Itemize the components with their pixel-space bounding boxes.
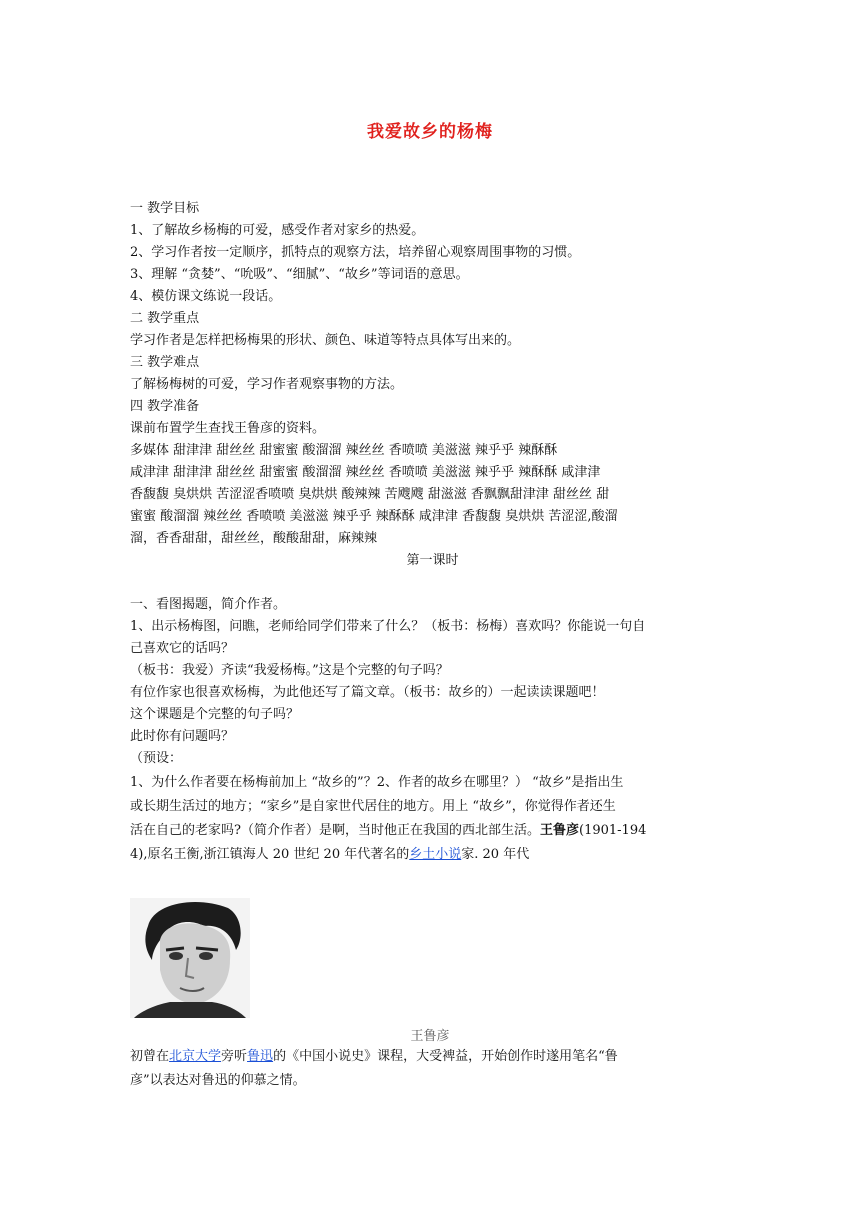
goal-item-2: 2、学习作者按一定顺序，抓特点的观察方法，培养留心观察周围事物的习惯。 (130, 245, 581, 260)
body-line-12 (130, 847, 735, 863)
after-line-1 (130, 1049, 735, 1065)
body-line-3: 己喜欢它的话吗？ (130, 641, 235, 656)
vocab-line-5: 溜，香香甜甜，甜丝丝，酸酸甜甜，麻辣辣 (130, 531, 378, 546)
after-line-2: 彦”以表达对鲁迅的仰慕之情。 (130, 1073, 306, 1088)
difficulty-text: 了解杨梅树的可爱，学习作者观察事物的方法。 (130, 377, 404, 392)
author-name: 王鲁彦 (539, 823, 579, 838)
body-line-4: （板书：我爱）齐读“我爱杨梅。”这是个完整的句子吗？ (130, 663, 449, 678)
link-xiangtu-xiaoshuo[interactable]: 乡土小说 (409, 847, 462, 862)
author-portrait-image (130, 898, 250, 1018)
body-line-7: 此时你有问题吗？ (130, 729, 235, 744)
link-peking-university[interactable]: 北京大学 (169, 1049, 222, 1064)
after-line-1-pre: 初曾在 (130, 1049, 170, 1064)
lesson-heading: 第一课时 (406, 553, 459, 568)
goal-item-1: 1、了解故乡杨梅的可爱，感受作者对家乡的热爱。 (130, 223, 425, 238)
body-line-10: 或长期生活过的地方；“家乡”是自家世代居住的地方。用上 “故乡”，你觉得作者还生 (130, 799, 616, 814)
body-line-8: （预设： (130, 751, 183, 766)
body-line-9: 1、为什么作者要在杨梅前加上 “故乡的”？2、作者的故乡在哪里？） “故乡”是指出生 (130, 775, 624, 790)
body-line-11-text: 活在自己的老家吗?（简介作者）是啊，当时他正在我国的西北部生活。 (130, 823, 540, 838)
after-line-1-mid: 旁听 (221, 1049, 248, 1064)
section-heading-goals: 一 教学目标 (130, 201, 200, 216)
document-title: 我爱故乡的杨梅 (367, 122, 493, 142)
section-heading-difficulty: 三 教学难点 (130, 355, 200, 370)
prep-text: 课前布置学生查找王鲁彦的资料。 (130, 421, 326, 436)
goal-item-3: 3、理解 “贪婪”、“吮吸”、“细腻”、“故乡”等词语的意思。 (130, 267, 469, 282)
body-line-2: 1、出示杨梅图，问瞧，老师给同学们带来了什么？（板书：杨梅）喜欢吗？你能说一句自 (130, 619, 646, 634)
vocab-line-2: 咸津津 甜津津 甜丝丝 甜蜜蜜 酸溜溜 辣丝丝 香喷喷 美滋滋 辣乎乎 辣酥酥 咸津津 (130, 465, 601, 480)
author-dates: (1901-194 (579, 823, 647, 838)
body-line-11 (130, 823, 735, 839)
body-line-5: 有位作家也很喜欢杨梅，为此他还写了篇文章。（板书：故乡的）一起读读课题吧！ (130, 685, 605, 700)
focus-text: 学习作者是怎样把杨梅果的形状、颜色、味道等特点具体写出来的。 (130, 333, 521, 348)
section-heading-prep: 四 教学准备 (130, 399, 200, 414)
body-line-6: 这个课题是个完整的句子吗？ (130, 707, 300, 722)
body-line-12-tail: 家. 20 年代 (461, 847, 530, 862)
body-line-12-text: 4),原名王衡,浙江镇海人 20 世纪 20 年代著名的 (130, 847, 410, 862)
after-line-1-post: 的《中国小说史》课程，大受裨益，开始创作时遂用笔名“鲁 (273, 1049, 618, 1064)
photo-caption: 王鲁彦 (410, 1029, 450, 1044)
body-line-1: 一、看图揭题，简介作者。 (130, 597, 287, 612)
section-heading-focus: 二 教学重点 (130, 311, 200, 326)
link-lu-xun[interactable]: 鲁迅 (247, 1049, 274, 1064)
goal-item-4: 4、模仿课文练说一段话。 (130, 289, 282, 304)
vocab-line-4: 蜜蜜 酸溜溜 辣丝丝 香喷喷 美滋滋 辣乎乎 辣酥酥 咸津津 香馥馥 臭烘烘 苦涩涩,酸溜 (130, 509, 618, 524)
vocab-line-3: 香馥馥 臭烘烘 苦涩涩香喷喷 臭烘烘 酸辣辣 苦飕飕 甜滋滋 香飘飘甜津津 甜丝丝 甜 (130, 487, 610, 502)
vocab-line-1: 多媒体 甜津津 甜丝丝 甜蜜蜜 酸溜溜 辣丝丝 香喷喷 美滋滋 辣乎乎 辣酥酥 (130, 443, 558, 458)
